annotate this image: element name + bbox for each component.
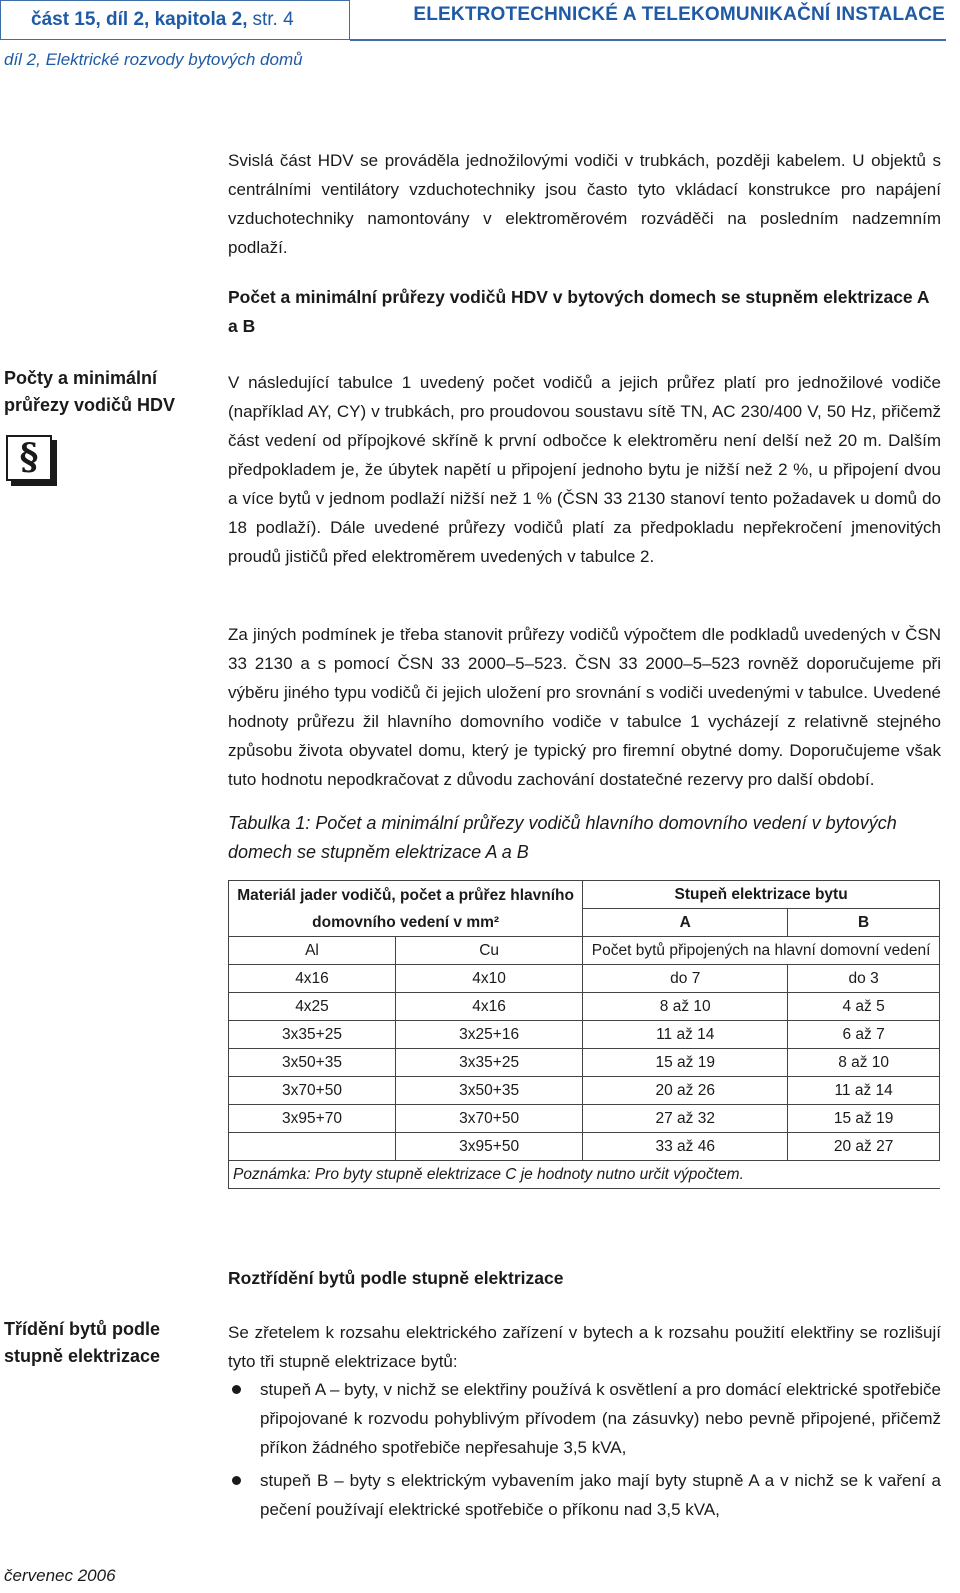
cell-cu: 4x10	[396, 965, 583, 993]
cell-al: 4x25	[229, 993, 396, 1021]
list-item: stupeň B – byty s elektrickým vybavením jako mají byty stupně A a v nichž se k vaření a pečení používají elektrické spotřebiče o příkonu nad 3,5 kVA,	[228, 1466, 941, 1524]
cell-b: 20 až 27	[788, 1133, 940, 1161]
header-section-box	[0, 0, 350, 40]
table-row	[229, 1021, 940, 1049]
table-row	[229, 965, 940, 993]
cell-b: 4 až 5	[788, 993, 940, 1021]
header-title: ELEKTROTECHNICKÉ A TELEKOMUNIKAČNÍ INSTALACE	[413, 4, 945, 25]
cell-cu: 3x35+25	[396, 1049, 583, 1077]
header-page: str. 4	[252, 9, 294, 30]
cell-b: 6 až 7	[788, 1021, 940, 1049]
cell-b: 8 až 10	[788, 1049, 940, 1077]
cell-cu: 3x50+35	[396, 1077, 583, 1105]
cell-al: 3x35+25	[229, 1021, 396, 1049]
cell-a: 27 až 32	[583, 1105, 788, 1133]
header-cu: Cu	[396, 937, 583, 965]
conductor-table	[228, 880, 940, 1189]
cell-a: 15 až 19	[583, 1049, 788, 1077]
table-row	[229, 1105, 940, 1133]
header-subtitle: díl 2, Elektrické rozvody bytových domů	[4, 50, 303, 69]
cell-cu: 3x70+50	[396, 1105, 583, 1133]
sidebar-label-1: Počty a minimální průřezy vodičů HDV	[4, 368, 176, 415]
cell-al: 3x95+70	[229, 1105, 396, 1133]
electrification-levels-list	[228, 1375, 941, 1528]
cell-b: 11 až 14	[788, 1077, 940, 1105]
cell-a: 33 až 46	[583, 1133, 788, 1161]
cell-a: 11 až 14	[583, 1021, 788, 1049]
cell-al: 3x50+35	[229, 1049, 396, 1077]
cell-cu: 4x16	[396, 993, 583, 1021]
cell-b: 15 až 19	[788, 1105, 940, 1133]
cell-al	[229, 1133, 396, 1161]
header-count: Počet bytů připojených na hlavní domovní vedení	[583, 937, 940, 965]
table-header-row	[229, 881, 940, 909]
paragraph-body-1: V následující tabulce 1 uvedený počet vodičů a jejich průřez platí pro jednožilové vodiče (například AY, CY) v trubkách, pro proudovou soustavu sítě TN, AC 230/400 V, 50 Hz, přičemž část vedení od přípojkové skříně k první odbočce k elektroměru není delší než 20 m. Dalším předpokladem je, že úbytek napětí u připojení jednoho bytu je nižší než 2 %, u připojení dvou a více bytů v jednom podlaží nižší než 1 % (ČSN 33 2130 stanoví tento požadavek u domů do 18 podlaží). Dále uvedené průřezy vodičů platí za předpokladu nepřekročení jmenovitých proudů jističů před elektroměrem uvedených v tabulce 2.	[228, 373, 941, 566]
table-row	[229, 1077, 940, 1105]
cell-a: 8 až 10	[583, 993, 788, 1021]
cell-cu: 3x95+50	[396, 1133, 583, 1161]
section-heading-1: Počet a minimální průřezy vodičů HDV v bytových domech se stupněm elektrizace A a B	[228, 287, 929, 336]
cell-a: 20 až 26	[583, 1077, 788, 1105]
paragraph-body-2: Za jiných podmínek je třeba stanovit průřezy vodičů výpočtem dle podkladů uvedených v ČSN 33 2130 a s pomocí ČSN 33 2000–5–523. ČSN 33 2000–5–523 rovněž doporučujeme při výběru jiného typu vodičů či jejich uložení pro srovnání s vodiči uvedenými v tabulce. Uvedené hodnoty průřezu žil hlavního domovního vodiče v tabulce 1 vycházejí z relativně stejného způsobu života obyvatel domu, který je typický pro firemní obytné domy. Doporučujeme však tuto hodnotu nepodkračovat z důvodu zachování dostatečné rezervy pro další období.	[228, 625, 941, 789]
law-section-icon: §	[6, 435, 52, 481]
header-level: Stupeň elektrizace bytu	[583, 881, 940, 909]
header-al: Al	[229, 937, 396, 965]
header-a: A	[583, 909, 788, 937]
cell-a: do 7	[583, 965, 788, 993]
table-row	[229, 1133, 940, 1161]
footer-date: červenec 2006	[4, 1566, 116, 1585]
section-heading-2: Roztřídění bytů podle stupně elektrizace	[228, 1268, 564, 1288]
header-section: část 15, díl 2, kapitola 2,	[31, 9, 248, 30]
header-rule	[350, 39, 946, 41]
list-item: stupeň A – byty, v nichž se elektřiny používá k osvětlení a pro domácí elektrické spotřebiče připojované k rozvodu pohyblivým přívodem (na zásuvky) nebo pevně připojené, přičemž příkon žádného spotřebiče nepřesahuje 3,5 kVA,	[228, 1375, 941, 1462]
cell-b: do 3	[788, 965, 940, 993]
table-note-row	[229, 1161, 940, 1189]
header-b: B	[788, 909, 940, 937]
cell-al: 3x70+50	[229, 1077, 396, 1105]
table-caption: Tabulka 1: Počet a minimální průřezy vodičů hlavního domovního vedení v bytových domech se stupněm elektrizace A a B	[228, 813, 897, 862]
paragraph-body-3: Se zřetelem k rozsahu elektrického zařízení v bytech a k rozsahu použití elektřiny se rozlišují tyto tři stupně elektrizace bytů:	[228, 1323, 941, 1371]
sidebar-label-2: Třídění bytů podle stupně elektrizace	[4, 1319, 161, 1366]
table-row	[229, 1049, 940, 1077]
table-header-row	[229, 937, 940, 965]
table-row	[229, 993, 940, 1021]
cell-cu: 3x25+16	[396, 1021, 583, 1049]
paragraph-intro: Svislá část HDV se prováděla jednožilovými vodiči v trubkách, později kabelem. U objektů s centrálními ventilátory vzduchotechniky jsou často tyto vkládací konstrukce pro napájení vzduchotechniky namontovány v elektroměrovém rozváděči na posledním nadzemním podlaží.	[228, 151, 941, 257]
cell-al: 4x16	[229, 965, 396, 993]
table-note: Poznámka: Pro byty stupně elektrizace C je hodnoty nutno určit výpočtem.	[229, 1161, 940, 1189]
header-material: Materiál jader vodičů, počet a průřez hlavního domovního vedení v mm²	[229, 881, 583, 937]
